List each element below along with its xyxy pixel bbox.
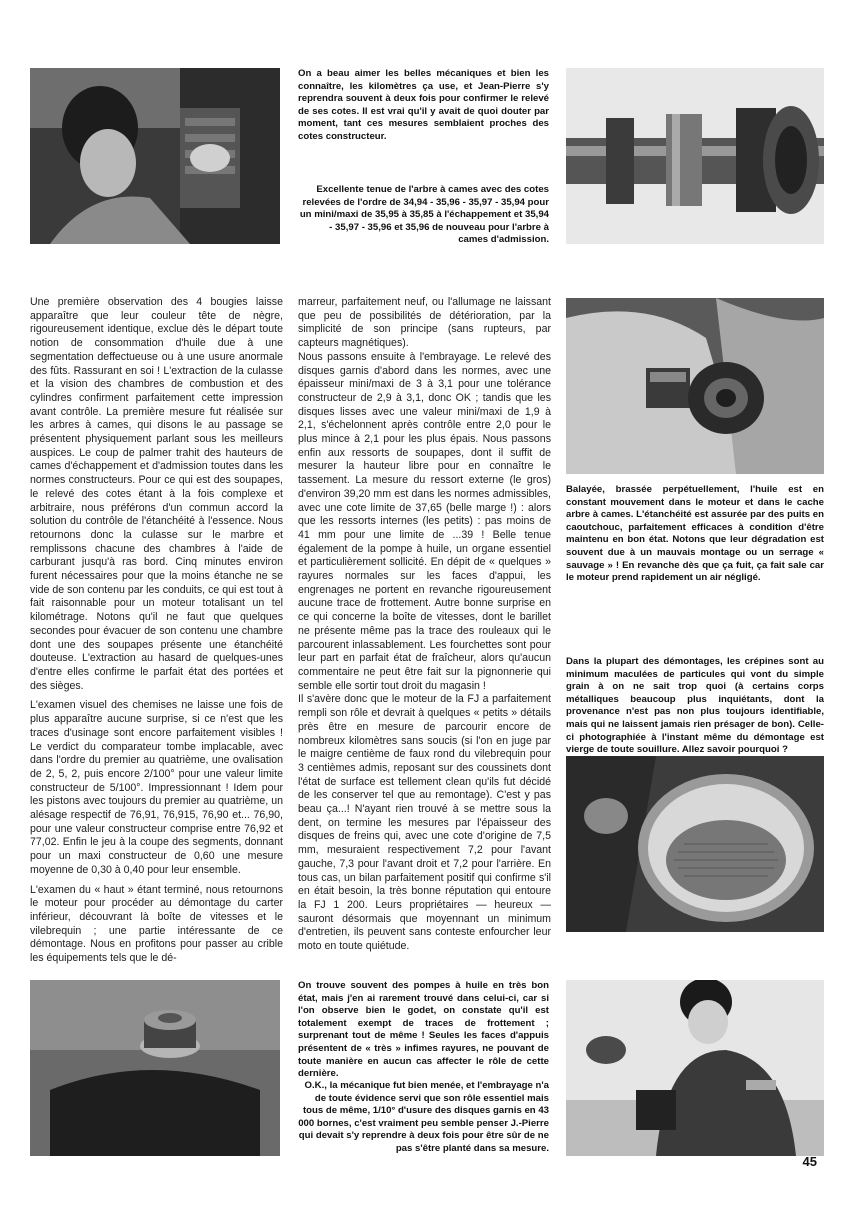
article-paragraph: Nous passons ensuite à l'embrayage. Le relevé des disques garnis d'abord dans les normes, avec une épaisseur mini/maxi de 3 à 3,1 pour une tolérance constructeur de 2,9 à 3,1, donc OK ; tandis que les disques lisses avec une valeur mini/maxi de 1,9 à 2,1, s'échelonnent après contrôle entre 2,0 pour le plus mince à 2,1 pour les plus épais. Nous passons enfin aux ressorts de soupapes, dont il suffit de mesurer la hauteur libre pour en connaître le tassement. La mesure du ressort externe (le gros) d'environ 39,20 mm est dans les normes admissibles, avec une cote limite de 37,65 (belle marge !) : alors que les ressorts internes (les petits) : pas moins de 41 mm pour une limite de ...39 ! Belle tenue également de la pompe à huile, un organe essentiel et particulièrement sollicité. En dépit de « quelques » rayures normales sur les faces d'appui, les engrenages ne portent en revanche rigoureusement aucune trace de frottement. Autre bonne surprise en ce qui concerne la boîte de vitesses, dont le barillet ne présente même pas la trace des rouleaux qui le parcourent inlassablement. Les fourchettes sont pour leur part en parfait état de fraîcheur, alors qu'aucun commentaire ne peut être fait sur la pignonnerie qui semble elle sortir tout droit du magasin !	[298, 350, 551, 692]
article-paragraph: marreur, parfaitement neuf, ou l'allumage ne laissant que peu de possibilités de détérioration, par la simplicité de son principe (sans rupteurs, par capteurs magnétiques).	[298, 296, 551, 350]
page-number: 45	[802, 1154, 817, 1169]
caption-oil-seal: Balayée, brassée perpétuellement, l'huile est en constant mouvement dans le moteur et dans le cache arbre à cames. L'étanchéité est assurée par des puits en caoutchouc, parfaitement efficaces à condition d'être maintenu en bon état. Notons que leur dégradation est souvent due à un mauvais montage ou un serrage « sauvage » ! En revanche dès que ça fuit, ça fait sale car le moteur prend rapidement un air négligé.	[566, 484, 824, 584]
article-paragraph: Il s'avère donc que le moteur de la FJ a parfaitement rempli son rôle et devrait à quelques « petits » détails près être en mesure de parcourir encore de nombreux kilomètres sans soucis (si l'on en juge par le maigre centième de faux rond du vilebrequin pour 3 centièmes admis, reposant sur des coussinets dont l'état de surface est tellement clean qu'ils fut décidé de les conserver tel que au remontage). C'est y pas beau ça...! N'ayant rien trouvé à se mettre sous la dent, on termine les mesures par l'épaisseur des disques de freins qui, avec une cote d'origine de 7,5 mm, mesuraient respectivement 7,2 pour l'avant gauche, 7,3 pour l'avant droit et 7,2 pour l'arrière. En tous cas, un bilan parfaitement positif qui confirme s'il en était besoin, la très bonne réputation qui entoure la FJ 1 200. Leurs propriétaires — heureux — sauront désormais que moyennant un minimum d'entretien, ils peuvent sans conteste enfourcher leur moto en toute quiétude.	[298, 693, 551, 953]
photo-mechanic-measuring	[566, 980, 824, 1156]
article-column-1	[30, 296, 283, 972]
photo-camshaft	[566, 68, 824, 244]
photo-oil-strainer	[566, 756, 824, 932]
caption-intro: On a beau aimer les belles mécaniques et bien les connaître, les kilomètres ça use, et Jean-Pierre s'y reprendra souvent à deux fois pour confirmer le relevé de ses cotes. Il est vrai qu'il y avait de quoi douter par moment, tant ces mesures semblaient proches des cotes constructeur.	[298, 68, 549, 142]
article-paragraph: L'examen du « haut » étant terminé, nous retournons le moteur pour procéder au démontage du carter inférieur, découvrant là boîte de vitesses et le vilebrequin ; une partie intéressante de ce démontage. Nous en profitons pour passer au crible les équipements tels que le dé-	[30, 883, 283, 965]
caption-oil-pump: On trouve souvent des pompes à huile en très bon état, mais j'en ai rarement trouvé dans celui-ci, car si l'on observe bien le godet, on constate qu'il est totalement exempt de traces de frottement ; surprenant tout de même ! Seules les faces d'appuis présentent de « très » infimes rayures, ne pouvant de toute manière en aucun cas affecter le rôle de cette dernière.	[298, 980, 549, 1080]
caption-strainer: Dans la plupart des démontages, les crépines sont au minimum maculées de particules qui vont du simple grain à on ne sait trop quoi (à certains corps métalliques beaucoup plus inquiétants, dont la provenance n'est pas non plus toujours identifiable, mais qui ne laissent jamais rien présager de bon). Celle-ci photographiée à l'instant même du démontage est vierge de toute souillure. Allez savoir pourquoi ?	[566, 656, 824, 756]
article-paragraph: Une première observation des 4 bougies laisse apparaître que leur couleur tête de nègre, rigoureusement identique, exclue dès le départ toute notion de consommation d'huile due à une segmentation deffectueuse ou à une usure anormale des fûts. Rassurant en soi ! L'extraction de la culasse et la vision des chambres de combustion et des cylindres confirment parfaitement cette impression avant contrôle. La première mesure fut réalisée sur les arbres à cames, qui disons le au passage se présentent physiquement parlant sous les meilleurs auspices. Le coup de palmer trahit des hauteurs de cames d'échappement et d'admission toutes dans les normes constructeurs. Pour ce qui est des soupapes, le relevé des cotes étant à la fois complexe et arbitraire, nous préférons d'un commun accord la solution du contrôle de l'étanchéité à l'essence. Nous retournons donc la culasse sur le marbre et remplissons chacune des chambres à l'aide de carburant jusqu'à ras bord. Cinq minutes environ furent nécessaires pour que la moins étanche ne se vide de son contenu par les conduits, ce qui est tout à fait raisonnable pour un moteur totalisant un tel kilométrage. Notons qu'il ne faut que quelques secondes pour évacuer de son contenu une chambre dont une des soupapes présente une étanchéité douteuse. L'extraction au hasard de quelques-unes d'entre elles confirme le parfait état des portées et des sièges.	[30, 296, 283, 692]
article-column-2	[298, 296, 551, 960]
article-paragraph: L'examen visuel des chemises ne laisse une fois de plus apparaître aucune surprise, si ce n'est que les traces d'usinage sont encore parfaitement visibles ! Le verdict du comparateur tombe implacable, avec dans l'ordre du premier au quatrième, une ovalisation de 2, 5, 2, puis encore 2/100° pour une valeur limite constructeur de 5/100°. Impressionnant ! Idem pour les pistons avec toujours du premier au quatrième, un alésage respectif de 76,91, 76,915, 76,90 et... 76,90, pour une valeur constructeur comprise entre 76,92 et 77,02. Enfin le jeu à la coupe des segments, donnant pour un maxi constructeur de 0,60 une mesure moyenne de 0,30 à 0,40 pour leur ensemble.	[30, 699, 283, 876]
caption-camshaft: Excellente tenue de l'arbre à cames avec des cotes relevées de l'ordre de 34,94 - 35,96 - 35,97 - 35,94 pour un mini/maxi de 35,95 à 35,85 à l'échappement et 35,94 - 35,97 - 35,96 et 35,96 de nouveau pour l'arbre à cames d'admission.	[299, 184, 549, 246]
photo-oil-seal	[566, 298, 824, 474]
caption-clutch: O.K., la mécanique fut bien menée, et l'embrayage n'a de toute évidence servi que son rôle essentiel mais tous de même, 1/10° d'usure des disques garnis en 43 000 bornes, c'est vraiment peu semble penser J.-Pierre qui devait s'y reprendre à deux fois pour être sûr de ne pas s'être planté dans sa mesure.	[298, 1080, 549, 1154]
photo-oil-pump	[30, 980, 280, 1156]
photo-mechanic-engine	[30, 68, 280, 244]
